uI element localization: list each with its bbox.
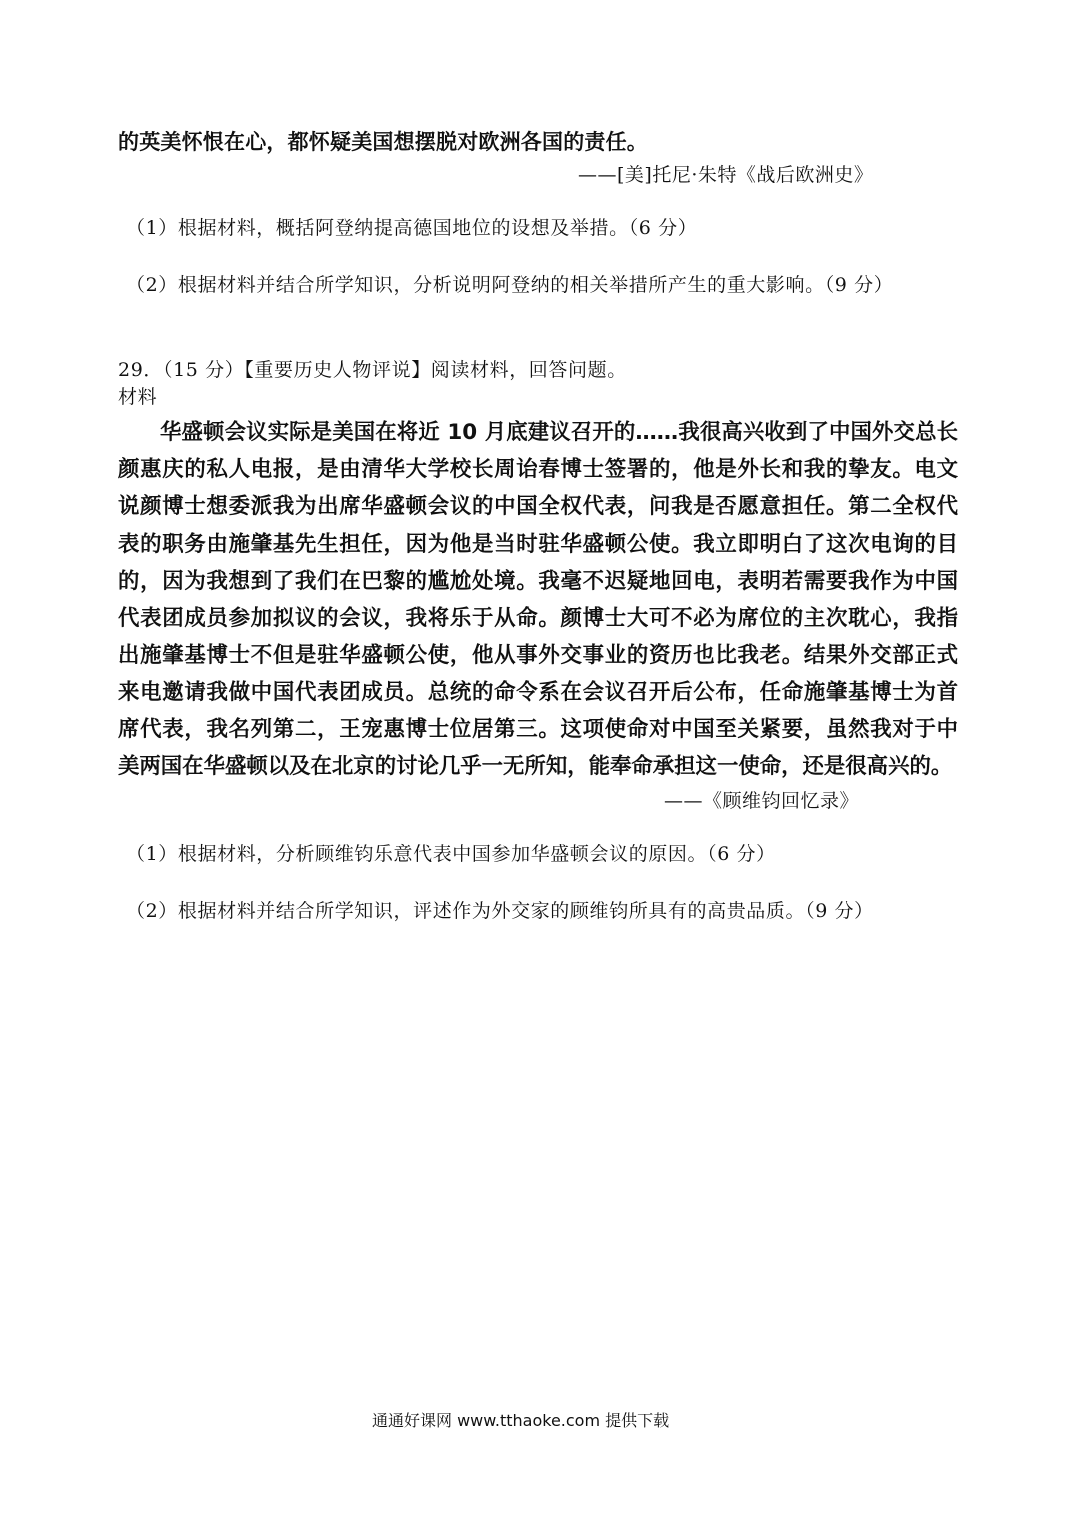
q28-subquestion-1: （1）根据材料，概括阿登纳提高德国地位的设想及举措。（6 分） xyxy=(126,217,698,239)
q29-material-line: 美两国在华盛顿以及在北京的讨论几乎一无所知，能奉命承担这一使命，还是很高兴的。 xyxy=(118,754,953,779)
passage-source: ——[美]托尼·朱特《战后欧洲史》 xyxy=(578,164,874,186)
page-footer: 通通好课网 www.tthaoke.com 提供下载 xyxy=(372,1411,670,1430)
q29-material-label: 材料 xyxy=(118,386,158,408)
q29-material-line: 出施肇基博士不但是驻华盛顿公使，他从事外交事业的资历也比我老。结果外交部正式 xyxy=(118,643,958,668)
q29-material-line: 表的职务由施肇基先生担任，因为他是当时驻华盛顿公使。我立即明白了这次电询的目 xyxy=(118,532,958,557)
q29-subquestion-1: （1）根据材料，分析顾维钧乐意代表中国参加华盛顿会议的原因。（6 分） xyxy=(126,843,776,865)
q29-source: ——《顾维钧回忆录》 xyxy=(664,790,860,812)
q29-material-line: 代表团成员参加拟议的会议，我将乐于从命。颜博士大可不必为席位的主次耽心，我指 xyxy=(118,606,958,631)
q29-material-line: 颜惠庆的私人电报，是由清华大学校长周诒春博士签署的，他是外长和我的挚友。电文 xyxy=(118,457,958,482)
q29-material-line: 的，因为我想到了我们在巴黎的尴尬处境。我毫不迟疑地回电，表明若需要我作为中国 xyxy=(118,569,958,594)
q29-material-line: 华盛顿会议实际是美国在将近 10 月底建议召开的……我很高兴收到了中国外交总长 xyxy=(160,420,958,445)
q28-subquestion-2: （2）根据材料并结合所学知识，分析说明阿登纳的相关举措所产生的重大影响。（9 分） xyxy=(126,274,894,296)
q29-heading: 29．（15 分）【重要历史人物评说】阅读材料，回答问题。 xyxy=(118,359,627,381)
q29-material-line: 说颜博士想委派我为出席华盛顿会议的中国全权代表，问我是否愿意担任。第二全权代 xyxy=(118,494,958,519)
q29-material-line: 席代表，我名列第二，王宠惠博士位居第三。这项使命对中国至关紧要，虽然我对于中 xyxy=(118,717,958,742)
passage-last-line: 的英美怀恨在心，都怀疑美国想摆脱对欧洲各国的责任。 xyxy=(118,130,648,154)
q29-material-line: 来电邀请我做中国代表团成员。总统的命令系在会议召开后公布，任命施肇基博士为首 xyxy=(118,680,958,705)
q29-subquestion-2: （2）根据材料并结合所学知识，评述作为外交家的顾维钧所具有的高贵品质。（9 分） xyxy=(126,900,874,922)
